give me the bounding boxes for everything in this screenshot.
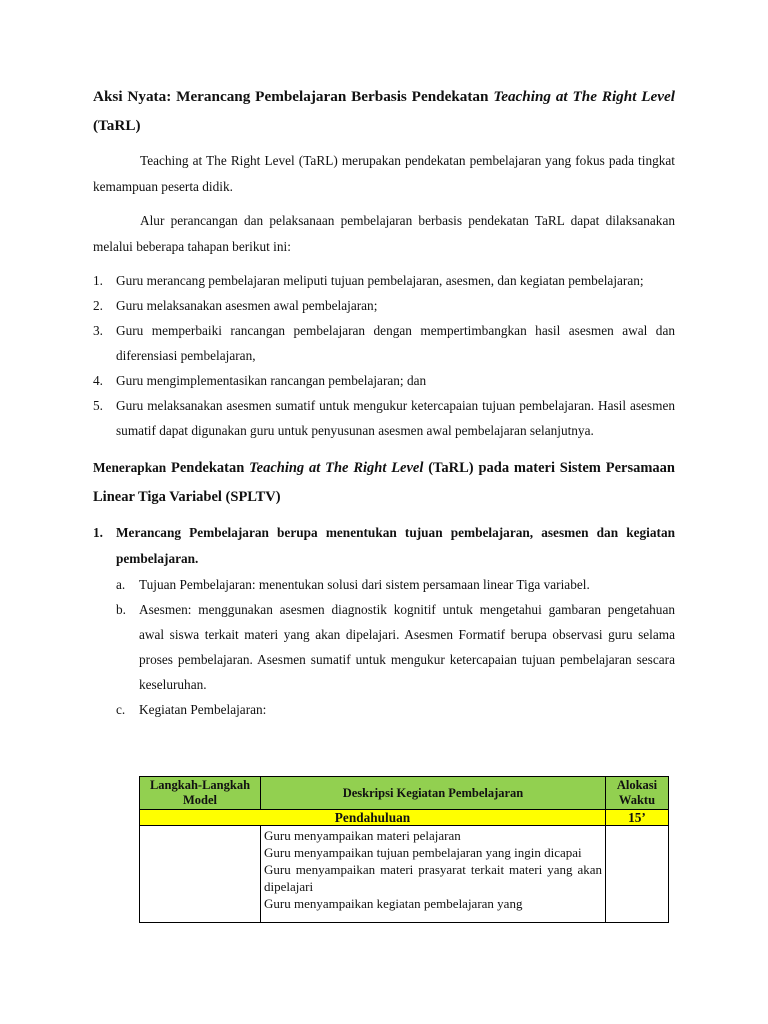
list-item-text: Guru memperbaiki rancangan pembelajaran dengan mempertimbangkan hasil asesmen awal dan diferensiasi pembelajaran, (116, 323, 675, 363)
list-item (93, 268, 675, 293)
table-row (140, 826, 669, 923)
subsection-text: Merancang Pembelajaran berupa menentukan tujuan pembelajaran, asesmen dan kegiatan pembelajaran. (116, 525, 675, 566)
header-description: Deskripsi Kegiatan Pembelajaran (261, 777, 606, 810)
subsection-heading (93, 520, 675, 572)
list-item-label: b. (116, 602, 126, 617)
list-item (93, 393, 675, 443)
list-item (93, 293, 675, 318)
list-item (116, 572, 675, 597)
title-prefix: Aksi Nyata: Merancang Pembelajaran Berbasis Pendekatan (93, 88, 494, 105)
list-item (116, 597, 675, 697)
list-item-label: a. (116, 577, 126, 592)
list-item-text: Guru melaksanakan asesmen sumatif untuk mengukur ketercapaian tujuan pembelajaran. Hasil asesmen sumatif dapat digunakan guru untuk penyusunan asesmen awal pembelajaran selanjutnya. (116, 398, 675, 438)
document-content (93, 82, 675, 722)
description-line: Guru menyampaikan tujuan pembelajaran yang ingin dicapai (264, 845, 582, 860)
document-title (93, 82, 675, 140)
list-item (93, 368, 675, 393)
list-item-text: Asesmen: menggunakan asesmen diagnostik kognitif untuk mengetahui gambaran pengetahuan awal siswa terkait materi yang akan dipelajari. Asesmen Formatif berupa observasi guru selama proses pembelajaran. Asesmen sumatif untuk mengukur ketercapaian tujuan pembelajaran sescara keseluruhan. (139, 602, 675, 692)
subsection-list (93, 572, 675, 722)
table-section-row (140, 810, 669, 826)
description-line: Guru menyampaikan kegiatan pembelajaran yang (264, 896, 523, 911)
list-item (93, 318, 675, 368)
list-item-number: 2. (93, 298, 103, 313)
list-item-text: Guru merancang pembelajaran meliputi tujuan pembelajaran, asesmen, dan kegiatan pembelajaran; (116, 273, 644, 288)
header-steps: Langkah-Langkah Model (140, 777, 261, 810)
row-step-cell (140, 826, 261, 923)
list-item-number: 4. (93, 373, 103, 388)
intro-paragraph: Teaching at The Right Level (TaRL) merupakan pendekatan pembelajaran yang fokus pada tingkat kemampuan peserta didik. (93, 153, 675, 194)
list-item-number: 5. (93, 398, 103, 413)
section-heading-prefix: Pendekatan (166, 460, 250, 476)
section-label: Pendahuluan (140, 810, 606, 826)
list-item-number: 1. (93, 273, 103, 288)
flow-paragraph: Alur perancangan dan pelaksanaan pembelajaran berbasis pendekatan TaRL dapat dilaksanakan melalui beberapa tahapan berikut ini: (93, 213, 675, 254)
section-time: 15’ (606, 810, 669, 826)
list-item-text: Tujuan Pembelajaran: menentukan solusi dari sistem persamaan linear Tiga variabel. (139, 577, 590, 592)
section-heading (93, 453, 675, 512)
header-time: Alokasi Waktu (606, 777, 669, 810)
list-item-number: 3. (93, 323, 103, 338)
row-description-cell (261, 826, 606, 923)
list-item-text: Kegiatan Pembelajaran: (139, 702, 267, 717)
row-time-cell (606, 826, 669, 923)
section-heading-suffix: (TaRL) pada materi Sistem Persamaan Linear Tiga Variabel (SPLTV) (93, 460, 675, 505)
list-item (116, 697, 675, 722)
list-item-text: Guru mengimplementasikan rancangan pembelajaran; dan (116, 373, 427, 388)
steps-list (93, 268, 675, 443)
learning-activities-table (139, 776, 669, 923)
section-heading-lead: Menerapkan (93, 460, 167, 475)
subsection-number: 1. (93, 525, 103, 540)
title-suffix: (TaRL) (93, 117, 141, 134)
title-italic: Teaching at The Right Level (493, 88, 675, 105)
description-line: Guru menyampaikan materi pelajaran (264, 828, 461, 843)
list-item-text: Guru melaksanakan asesmen awal pembelajaran; (116, 298, 378, 313)
list-item-label: c. (116, 702, 126, 717)
description-line: Guru menyampaikan materi prasyarat terkait materi yang akan dipelajari (264, 862, 602, 894)
table-header-row (140, 777, 669, 810)
section-heading-italic: Teaching at The Right Level (249, 460, 424, 476)
